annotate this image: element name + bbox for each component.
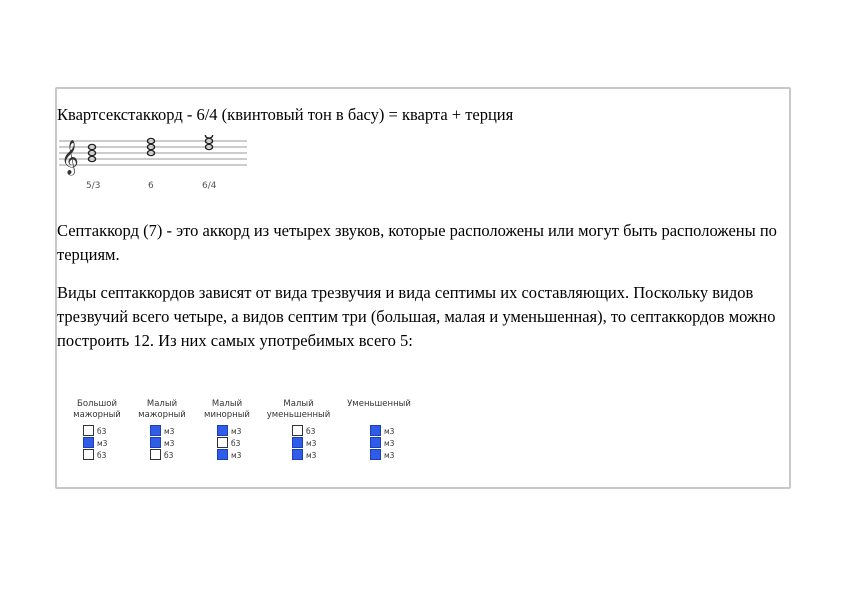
interval-label: м3	[164, 426, 175, 436]
interval-stack	[292, 425, 316, 461]
interval-box	[370, 425, 381, 436]
diagram-title: Малый	[283, 399, 314, 409]
interval-box	[292, 437, 303, 448]
diagram-subtitle: уменьшенный	[266, 410, 331, 420]
interval-label: б3	[231, 438, 241, 448]
chord-six-four	[205, 135, 212, 150]
music-staff	[59, 135, 259, 193]
chord-label-triad: 5/3	[86, 181, 101, 191]
interval-box	[150, 437, 161, 448]
interval-box	[370, 449, 381, 460]
interval-label: м3	[384, 450, 395, 460]
interval-box	[83, 437, 94, 448]
seventh-chord-diagrams	[57, 399, 791, 469]
interval-stack	[217, 425, 241, 461]
interval-box	[83, 449, 94, 460]
interval-stack	[150, 425, 174, 461]
treble-clef-icon: 𝄞	[61, 140, 79, 175]
interval-label: м3	[306, 438, 317, 448]
diagram-minor-diminished	[261, 399, 336, 460]
interval-label: м3	[231, 426, 242, 436]
diagram-subtitle: мажорный	[73, 410, 121, 420]
interval-box	[150, 449, 161, 460]
interval-box	[217, 449, 228, 460]
interval-label: б3	[97, 450, 107, 460]
interval-label: б3	[164, 450, 174, 460]
interval-box	[83, 425, 94, 436]
chord-label-six-four: 6/4	[202, 181, 217, 191]
interval-box	[217, 425, 228, 436]
interval-label: м3	[164, 438, 175, 448]
chord-definition-line: Квартсекстаккорд - 6/4 (квинтовый тон в басу) = кварта + терция	[57, 105, 514, 124]
diagram-minor-major	[132, 399, 192, 460]
interval-label: м3	[384, 438, 395, 448]
interval-box	[292, 425, 303, 436]
interval-label: м3	[97, 438, 108, 448]
diagram-title: Малый	[146, 399, 178, 409]
diagram-subtitle: минорный	[204, 410, 250, 420]
interval-label: м3	[384, 426, 395, 436]
interval-label: м3	[231, 450, 242, 460]
interval-label: б3	[306, 426, 316, 436]
interval-box	[150, 425, 161, 436]
diagram-minor-minor	[197, 399, 257, 460]
interval-label: м3	[306, 450, 317, 460]
seventh-chord-types-text: Виды септаккордов зависят от вида трезвучия и вида септимы их составляющих. Поскольку видов трезвучий всего четыре, а видов септим три (большая, малая и уменьшенная), то септаккордов можно построить 12. Из них самых употребимых всего 5:	[57, 283, 776, 350]
content-frame	[55, 87, 791, 489]
interval-label: б3	[97, 426, 107, 436]
diagram-title: Уменьшенный	[347, 399, 411, 409]
diagram-subtitle: мажорный	[138, 410, 186, 420]
seventh-chord-definition: Септаккорд (7) - это аккорд из четырех звуков, которые расположены или могут быть расположены по терциям.	[57, 221, 777, 264]
interval-stack	[83, 425, 107, 461]
interval-box	[217, 437, 228, 448]
interval-box	[292, 449, 303, 460]
interval-stack	[370, 425, 394, 461]
chord-label-sixth: 6	[148, 181, 154, 191]
diagram-major-major	[67, 399, 127, 460]
diagram-title: Малый	[211, 399, 243, 409]
diagram-title: Большой	[77, 399, 117, 409]
diagram-diminished	[339, 399, 419, 460]
interval-box	[370, 437, 381, 448]
